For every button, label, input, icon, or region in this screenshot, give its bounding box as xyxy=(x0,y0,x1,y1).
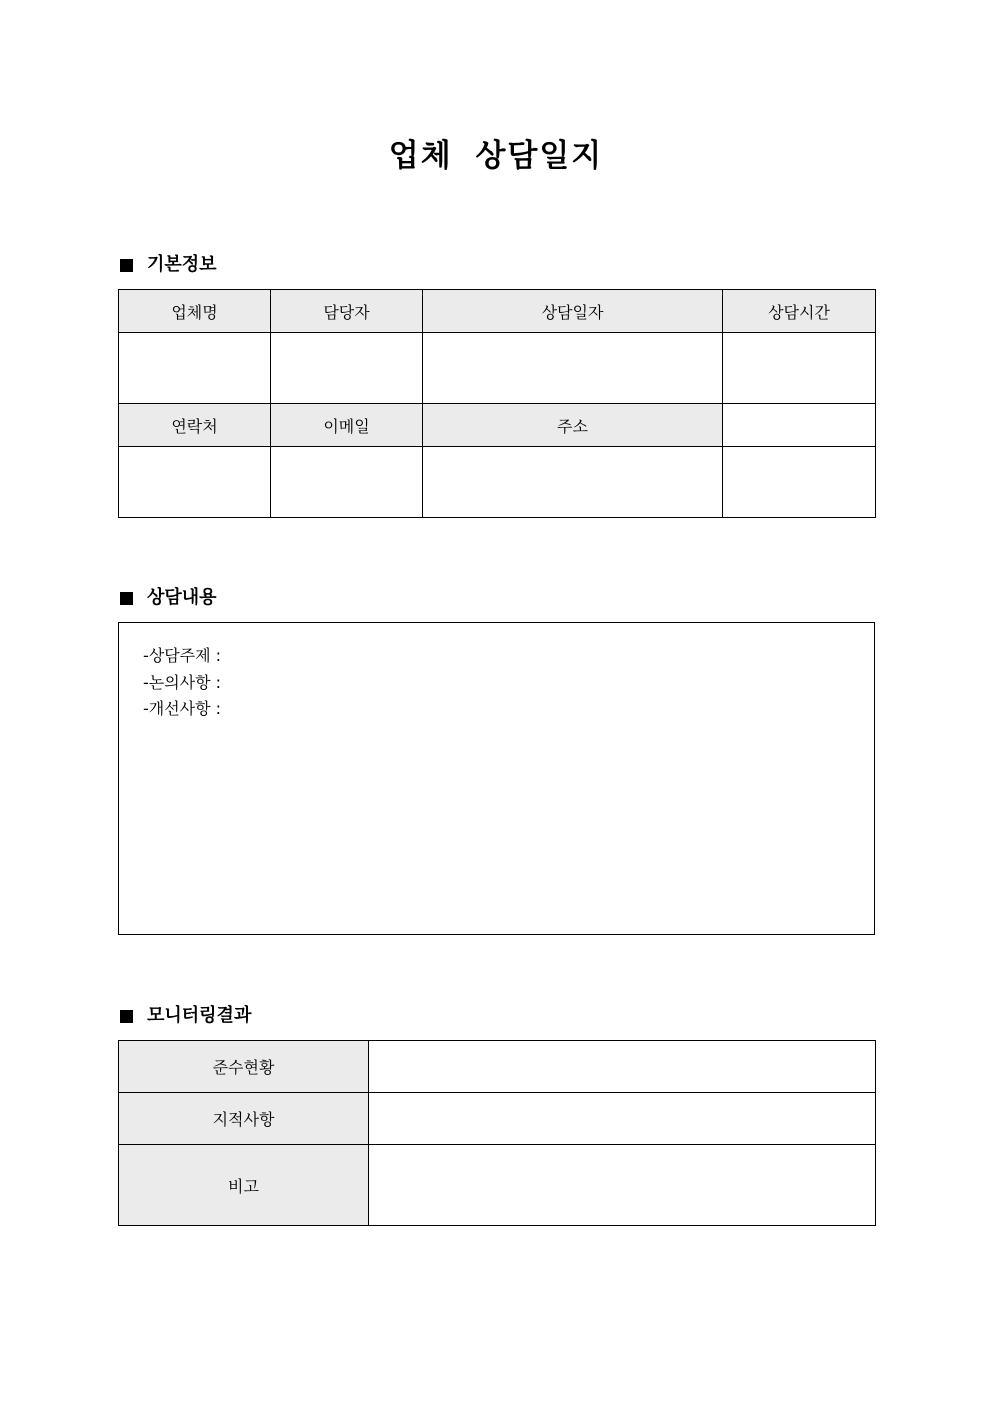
table-row xyxy=(119,290,876,333)
cell-remarks[interactable] xyxy=(369,1145,876,1226)
cell-address[interactable] xyxy=(423,447,723,518)
table-row xyxy=(119,333,876,404)
cell-consult-date[interactable] xyxy=(423,333,723,404)
cell-blank[interactable] xyxy=(723,447,876,518)
square-bullet-icon xyxy=(120,1010,133,1023)
header-address: 주소 xyxy=(423,404,723,447)
square-bullet-icon xyxy=(120,592,133,605)
cell-blank-header xyxy=(723,404,876,447)
header-manager: 담당자 xyxy=(271,290,423,333)
header-consult-date: 상담일자 xyxy=(423,290,723,333)
table-row xyxy=(119,404,876,447)
table-row xyxy=(119,1041,876,1093)
table-row xyxy=(119,1093,876,1145)
header-contact: 연락처 xyxy=(119,404,271,447)
consult-content-lines xyxy=(143,643,221,723)
table-row xyxy=(119,447,876,518)
header-compliance: 준수현황 xyxy=(119,1041,369,1093)
square-bullet-icon xyxy=(120,259,133,272)
section-heading-monitor xyxy=(118,1004,251,1028)
improvement-line: -개선사항 : xyxy=(143,699,222,718)
header-findings: 지적사항 xyxy=(119,1093,369,1145)
section-heading-monitor-label: 모니터링결과 xyxy=(147,1005,252,1026)
discussion-line: -논의사항 : xyxy=(143,672,222,692)
cell-company-name[interactable] xyxy=(119,333,271,404)
section-heading-consult-label: 상담내용 xyxy=(147,587,217,608)
monitoring-table xyxy=(118,1040,876,1226)
cell-manager[interactable] xyxy=(271,333,423,404)
cell-compliance[interactable] xyxy=(369,1041,876,1093)
basic-info-table xyxy=(118,289,876,518)
header-remarks: 비고 xyxy=(119,1145,369,1226)
cell-findings[interactable] xyxy=(369,1093,876,1145)
cell-consult-time[interactable] xyxy=(723,333,876,404)
cell-email[interactable] xyxy=(271,447,423,518)
table-row xyxy=(119,1145,876,1226)
section-heading-consult xyxy=(118,586,217,610)
consult-topic-line: -상담주제 : xyxy=(143,646,222,665)
consult-content-box[interactable] xyxy=(118,622,875,935)
header-email: 이메일 xyxy=(271,404,423,447)
section-heading-basic xyxy=(118,253,217,277)
section-heading-basic-label: 기본정보 xyxy=(147,254,217,275)
cell-contact[interactable] xyxy=(119,447,271,518)
page-title: 업체 상담일지 xyxy=(388,138,604,174)
header-company-name: 업체명 xyxy=(119,290,271,333)
header-consult-time: 상담시간 xyxy=(723,290,876,333)
